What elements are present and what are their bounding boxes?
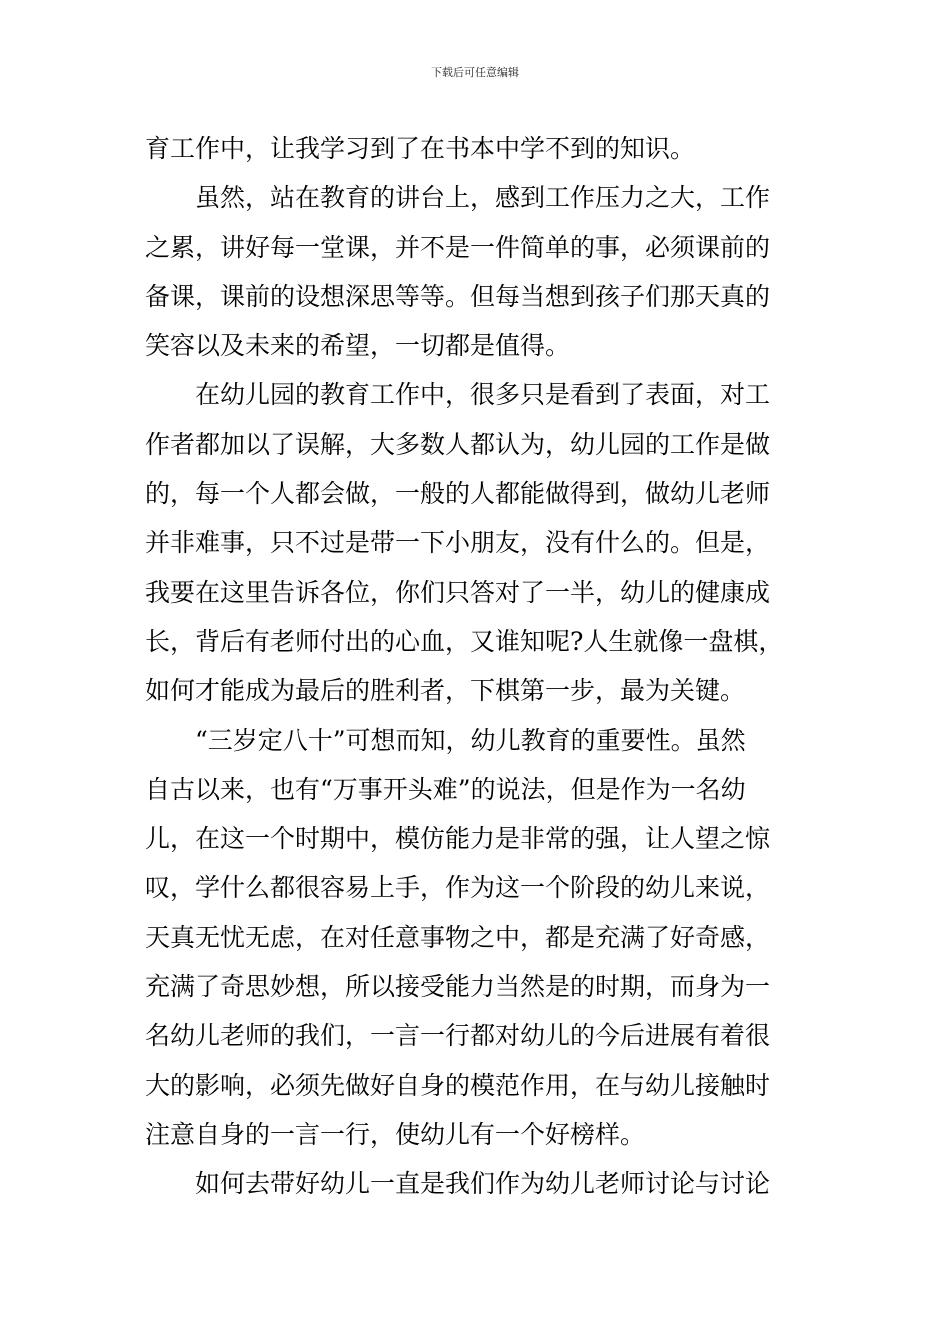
- text-line: 充满了奇思妙想，所以接受能力当然是的时期，而身为一: [145, 972, 771, 1002]
- text-line: 作者都加以了误解，大多数人都认为，幼儿园的工作是做: [145, 429, 771, 459]
- body-text: [145, 124, 807, 1209]
- text-line: 注意自身的一言一行，使幼儿有一个好榜样。: [145, 1119, 646, 1149]
- text-line: 名幼儿老师的我们，一言一行都对幼儿的今后进展有着很: [145, 1021, 771, 1051]
- paragraph-start-line: 如何去带好幼儿一直是我们作为幼儿老师讨论与讨论: [195, 1169, 771, 1199]
- text-line: 备课，课前的设想深思等等。但每当想到孩子们那天真的: [145, 281, 771, 311]
- text-line: 的，每一个人都会做，一般的人都能做得到，做幼儿老师: [145, 479, 771, 509]
- text-line: 叹，学什么都很容易上手，作为这一个阶段的幼儿来说，: [145, 873, 771, 903]
- text-line: 我要在这里告诉各位，你们只答对了一半，幼儿的健康成: [145, 577, 771, 607]
- text-line: 之累，讲好每一堂课，并不是一件简单的事，必须课前的: [145, 232, 771, 262]
- text-line: 儿，在这一个时期中，模仿能力是非常的强，让人望之惊: [145, 824, 771, 854]
- text-line: 育工作中，让我学习到了在书本中学不到的知识。: [145, 134, 696, 163]
- paragraph-start-line: 在幼儿园的教育工作中，很多只是看到了表面，对工: [195, 380, 771, 410]
- paragraph-start-line: 虽然，站在教育的讲台上，感到工作压力之大，工作: [195, 183, 771, 213]
- paragraph-start-line: “三岁定八十”可想而知，幼儿教育的重要性。虽然: [195, 725, 746, 755]
- text-line: 并非难事，只不过是带一下小朋友，没有什么的。但是，: [145, 528, 771, 558]
- text-line: 天真无忧无虑，在对任意事物之中，都是充满了好奇感，: [145, 922, 771, 952]
- text-line: 大的影响，必须先做好自身的模范作用，在与幼儿接触时: [145, 1070, 771, 1100]
- text-line: 自古以来，也有“万事开头难”的说法，但是作为一名幼: [145, 774, 746, 804]
- text-line: 笑容以及未来的希望，一切都是值得。: [145, 331, 571, 361]
- text-line: 长，背后有老师付出的心血，又谁知呢?人生就像一盘棋，: [145, 626, 784, 656]
- header-note: 下载后可任意编辑: [431, 66, 519, 79]
- text-line: 如何才能成为最后的胜利者，下棋第一步，最为关键。: [145, 676, 746, 706]
